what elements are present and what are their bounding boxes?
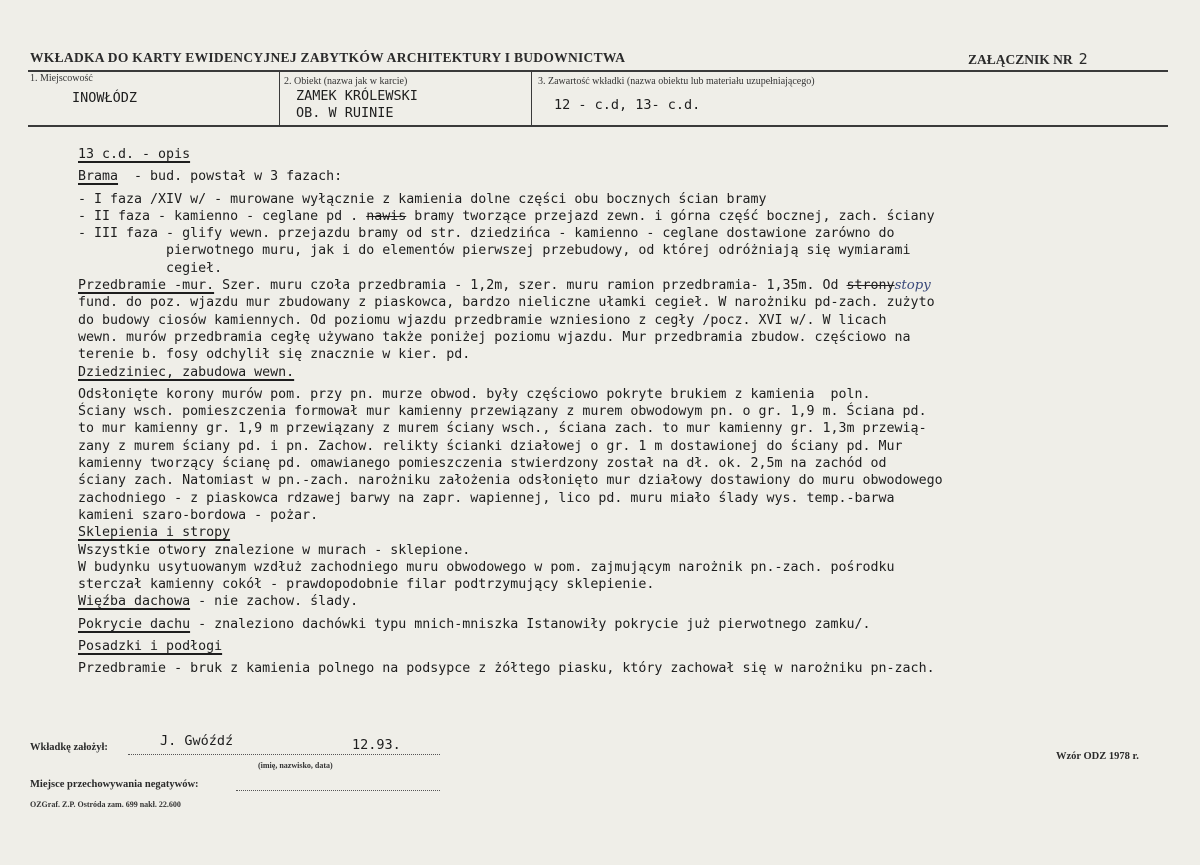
locality-label: 1. Miejscowość — [30, 73, 93, 84]
card-title: WKŁADKA DO KARTY EWIDENCYJNEJ ZABYTKÓW ARCHITEKTURY I BUDOWNICTWA — [30, 50, 626, 65]
text-line: Brama - bud. powstał w 3 fazach: — [78, 169, 343, 185]
text-line: wewn. murów przedbramia cegłę używano także poniżej poziomu wjazdu. Mur przedbramia zbudow. częściowo na — [78, 329, 911, 345]
object-label: 2. Obiekt (nazwa jak w karcie) — [284, 76, 408, 87]
form-label: Wzór ODZ 1978 r. — [1056, 751, 1139, 762]
text-line: ściany zach. Natomiast w pn.-zach. narożniku założenia odsłonięto mur działowy dostawiony do muru obwodowego — [78, 473, 943, 489]
heading-sklepienia: Sklepienia i stropy — [78, 525, 231, 541]
text-line: - II faza - kamienno - ceglane pd . nawis bramy tworzące przejazd zewn. i górna część bocznej, zach. ściany — [78, 208, 935, 224]
content-value: 12 - c.d, 13- c.d. — [554, 97, 701, 113]
text-line: W budynku usytuowanym wzdłuż zachodniego muru obwodowego w pom. zajmującym narożnik pn.-zach. pośrodku — [78, 559, 895, 575]
text-line: Przedbramie -mur. Szer. muru czoła przedbramia - 1,2m, szer. muru ramion przedbramia- 1,35m. Od stronystopy — [78, 278, 931, 294]
storage-label: Miejsce przechowywania negatywów: — [30, 779, 199, 790]
text-line: terenie b. fosy odchylił się znacznie w kier. pd. — [78, 347, 471, 363]
text-line: kamienny tworzący ścianę pd. omawianego pomieszczenia stwierdzony został na dł. ok. 2,5m na zachód od — [78, 456, 887, 472]
text-line: zany z murem ściany pd. i pn. Zachow. relikty ścianki działowej o gr. 1 m dostawionej do ściany pd. Mur — [78, 438, 903, 454]
annex-label: ZAŁĄCZNIK NR 2 — [968, 50, 1088, 68]
text-line: - I faza /XIV w/ - murowane wyłącznie z kamienia dolne części obu bocznych ścian bramy — [78, 191, 767, 207]
description-text — [78, 146, 1188, 678]
text-line: Odsłonięte korony murów pom. przy pn. murze obwod. były częściowo pokryte brukiem z kamienia poln. — [78, 386, 871, 402]
header-rule-bottom — [28, 125, 1168, 127]
field-divider-2 — [531, 72, 532, 125]
text-line: pierwotnego muru, jak i do elementów pierwszej przebudowy, od której odróżniają się wymiarami — [78, 243, 911, 259]
text-line: Pokrycie dachu - znaleziono dachówki typu mnich-mniszka Istanowiły pokrycie już pierwotnego zamku/. — [78, 616, 871, 632]
struck-word: nawis — [366, 208, 407, 224]
print-info: OZGraf. Z.P. Ostróda zam. 699 nakł. 22.600 — [30, 800, 181, 809]
object-value-2: OB. W RUINIE — [296, 105, 394, 121]
heading-dziedziniec: Dziedziniec, zabudowa wewn. — [78, 364, 295, 380]
name-hint: (imię, nazwisko, data) — [258, 761, 333, 770]
text-line: Przedbramie - bruk z kamienia polnego na podsypce z żółtego piasku, który zachował się w narożniku pn-zach. — [78, 661, 935, 677]
content-label: 3. Zawartość wkładki (nazwa obiektu lub materiału uzupełniającego) — [538, 76, 815, 87]
text-line: fund. do poz. wjazdu mur zbudowany z piaskowca, bardzo nieliczne ułamki cegieł. W narożniku pd-zach. zużyto — [78, 295, 935, 311]
prepared-label: Wkładkę założył: — [30, 742, 108, 753]
heading-wiezba: Więźba dachowa — [78, 594, 191, 610]
text-line: do budowy ciosów kamiennych. Od poziomu wjazdu przedbramie wzniesiono z cegły /pocz. XVI w/. W licach — [78, 312, 887, 328]
text-line: sterczał kamienny cokół - prawdopodobnie filar podtrzymujący sklepienie. — [78, 577, 655, 593]
object-value-1: ZAMEK KRÓLEWSKI — [296, 88, 418, 104]
field-divider-1 — [279, 72, 280, 125]
storage-line — [236, 790, 440, 791]
text-line: Ściany wsch. pomieszczenia formował mur kamienny przewiązany z murem obwodowym pn. o gr. 1,9 m. Ściana pd. — [78, 404, 927, 420]
handwritten-correction: stopy — [894, 278, 931, 294]
heading-przedbramie: Przedbramie -mur. — [78, 278, 215, 294]
annex-number: 2 — [1078, 50, 1088, 68]
struck-word: strony — [846, 278, 895, 294]
text-line: kamieni szaro-bordowa - pożar. — [78, 507, 319, 523]
prepared-line — [128, 754, 440, 755]
text-line: - III faza - glify wewn. przejazdu bramy od str. dziedzińca - kamienno - ceglane dostawione zarówno do — [78, 226, 895, 242]
text-line: Wszystkie otwory znalezione w murach - sklepione. — [78, 542, 471, 558]
text-line: cegieł. — [78, 260, 223, 276]
text-line: to mur kamienny gr. 1,9 m przewiązany z murem ściany wsch., ściana zach. to mur kamienny gr. 1,3m przewią- — [78, 421, 927, 437]
locality-value: INOWŁÓDZ — [72, 90, 138, 106]
heading-brama: Brama — [78, 169, 119, 185]
prepared-name: J. Gwóźdź — [160, 733, 234, 749]
text-line: zachodniego - z piaskowca rdzawej barwy na zapr. wapiennej, lico pd. muru miało ślady wys. temp.-barwa — [78, 490, 895, 506]
text-line: Więźba dachowa - nie zachow. ślady. — [78, 594, 359, 610]
heading-posadzki: Posadzki i podłogi — [78, 639, 223, 655]
prepared-date: 12.93. — [352, 737, 401, 753]
heading-pokrycie: Pokrycie dachu — [78, 616, 191, 632]
header-rule-top — [28, 70, 1168, 72]
section-heading-13: 13 c.d. - opis — [78, 147, 191, 162]
